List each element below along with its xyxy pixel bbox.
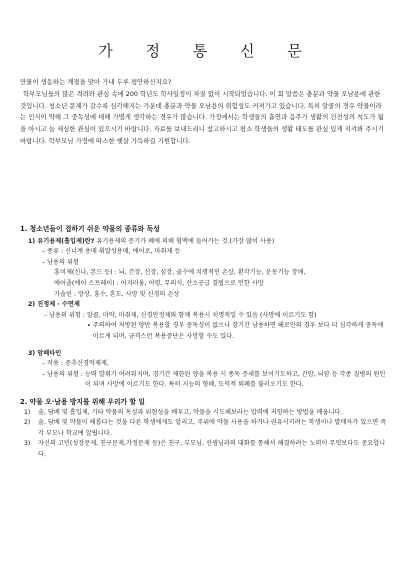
section1-sub1-danger: – 남용의 위험	[42, 258, 79, 266]
intro-body: 학부모님들의 많은 격려와 관심 속에 200 학년도 학사일정이 차질 없이 시작되었습니다. 이 회 말씀은 충분과 약물 오남용에 관한 것입니다. 청소년 문제가 갈수록 심각해지는 가운데 충분과 약물 오남용의 위험성도 커져가고 있습니다. 특히 알콜의 경우 약물이라는 인식이 약해 그 중독성에 대해 가볍게 생각하는 경우가 많습니다. 가정에서는 학생들의 흡연과 음주가 생활의 건전성의 척도가 됨을 아시고 늘 세심한 관심이 있으시기 바랍니다. 자료를 보내드리니 참고하시고 평소 학생들의 생활 태도를 관심 있게 지켜봐 주시기 바랍니다. 학부모님 가정에 따스한 햇살 가득하길 기원합니다.	[20, 89, 384, 145]
section1-heading: 1. 청소년들이 접하기 쉬운 약물의 종류와 독성	[20, 225, 160, 233]
section1-sub1-effects: 흥미제(신나, 본드 등) : 뇌, 간장, 신장, 심장, 골수에 치명적인 손상, 환각기능, 운동기능 장애,	[54, 269, 306, 277]
section1-sub2-note: ∙ 주의하여 처방된 양만 복용할 경우 중독성이 없으나 장기간 남용하면 해로인의 경우 보다 더 심각하게 중독에 이르게 되며, 금격스런 복용중단은 사망할 수도 있다.	[86, 322, 384, 340]
section1-sub2-title: 2) 진정제 · 수면제	[28, 301, 80, 309]
main-content	[20, 224, 388, 460]
section2-item: 1) 술, 담배 및 흡입제, 기타 약물의 독성과 위험성을 배우고, 약물을 시도해보라는 압력에 저항하는 방법을 배웁니다.	[24, 408, 343, 416]
section2-item: 2) 술, 담배 및 약물이 해롭다는 것을 다른 학생에게도 알리고, 주위에 약물 사용을 하거나 권유시키려는 학생이나 발매자가 있으면 즉각 부모나 학교에 알립니다.	[24, 419, 387, 437]
section1-sub1-kind: – 종류 : 신너계 용매·휘발성용매, 에어로, 마취제 등	[42, 248, 181, 256]
section2-heading: 2. 약물 오·남용 방지를 위해 우리가 할 일	[20, 397, 145, 406]
section1-sub1-effects2: 에어졸(에어 스프레이) : 어지러움, 어령, 무의식, 산소공급 결핍으로 인한 사망	[54, 279, 264, 287]
section1-sub1-title: 1) 유기용제(흡입제)란? 유기용제의 증기가 폐에 의해 혈액에 들어가는 것.(가장 많이 사용)	[28, 237, 275, 245]
intro-text	[20, 77, 386, 148]
section1-sub3-kind: – 작용 : 중추신경억제제,	[42, 360, 109, 368]
page-title: 가 정 통 신 문	[98, 42, 316, 60]
section1-sub2-danger: – 남용의 위험 : 알콜, 마약, 마취제, 신경안정제와 함께 복용시 치명적일 수 있음 (사망에 이르기도 함)	[44, 311, 317, 319]
section1-sub3-danger: – 남용의 위험 : 능력 발휘가 어려워지며, 경기간 제한된 양을 복용 시 종독 증세를 보이기도하고, 간암, 뇌암 등 각종 질병의 원인이 되며 사망에 이르기도 한다. 특히 지능의 형해, 도덕적 퇴폐를 불러오기도 한다.	[42, 370, 386, 389]
section1-sub3-title: 3) 암페타민	[28, 349, 62, 357]
intro-greeting: 만물이 생동하는 계절을 맞아 가내 두루 평안하신지요?	[20, 78, 172, 86]
section2-item: 3) 자신의 고민(성장문제, 친구문제,가정문제 등)은 친구, 부모님, 선생님과의 대화를 통해서 해결하려는 노력이 무엇보다도 중요합니다.	[24, 440, 386, 458]
section1-sub1-effects3: 가솔린 : 망상, 흥수, 혼도, 사망 및 신경의 손상	[54, 290, 180, 298]
